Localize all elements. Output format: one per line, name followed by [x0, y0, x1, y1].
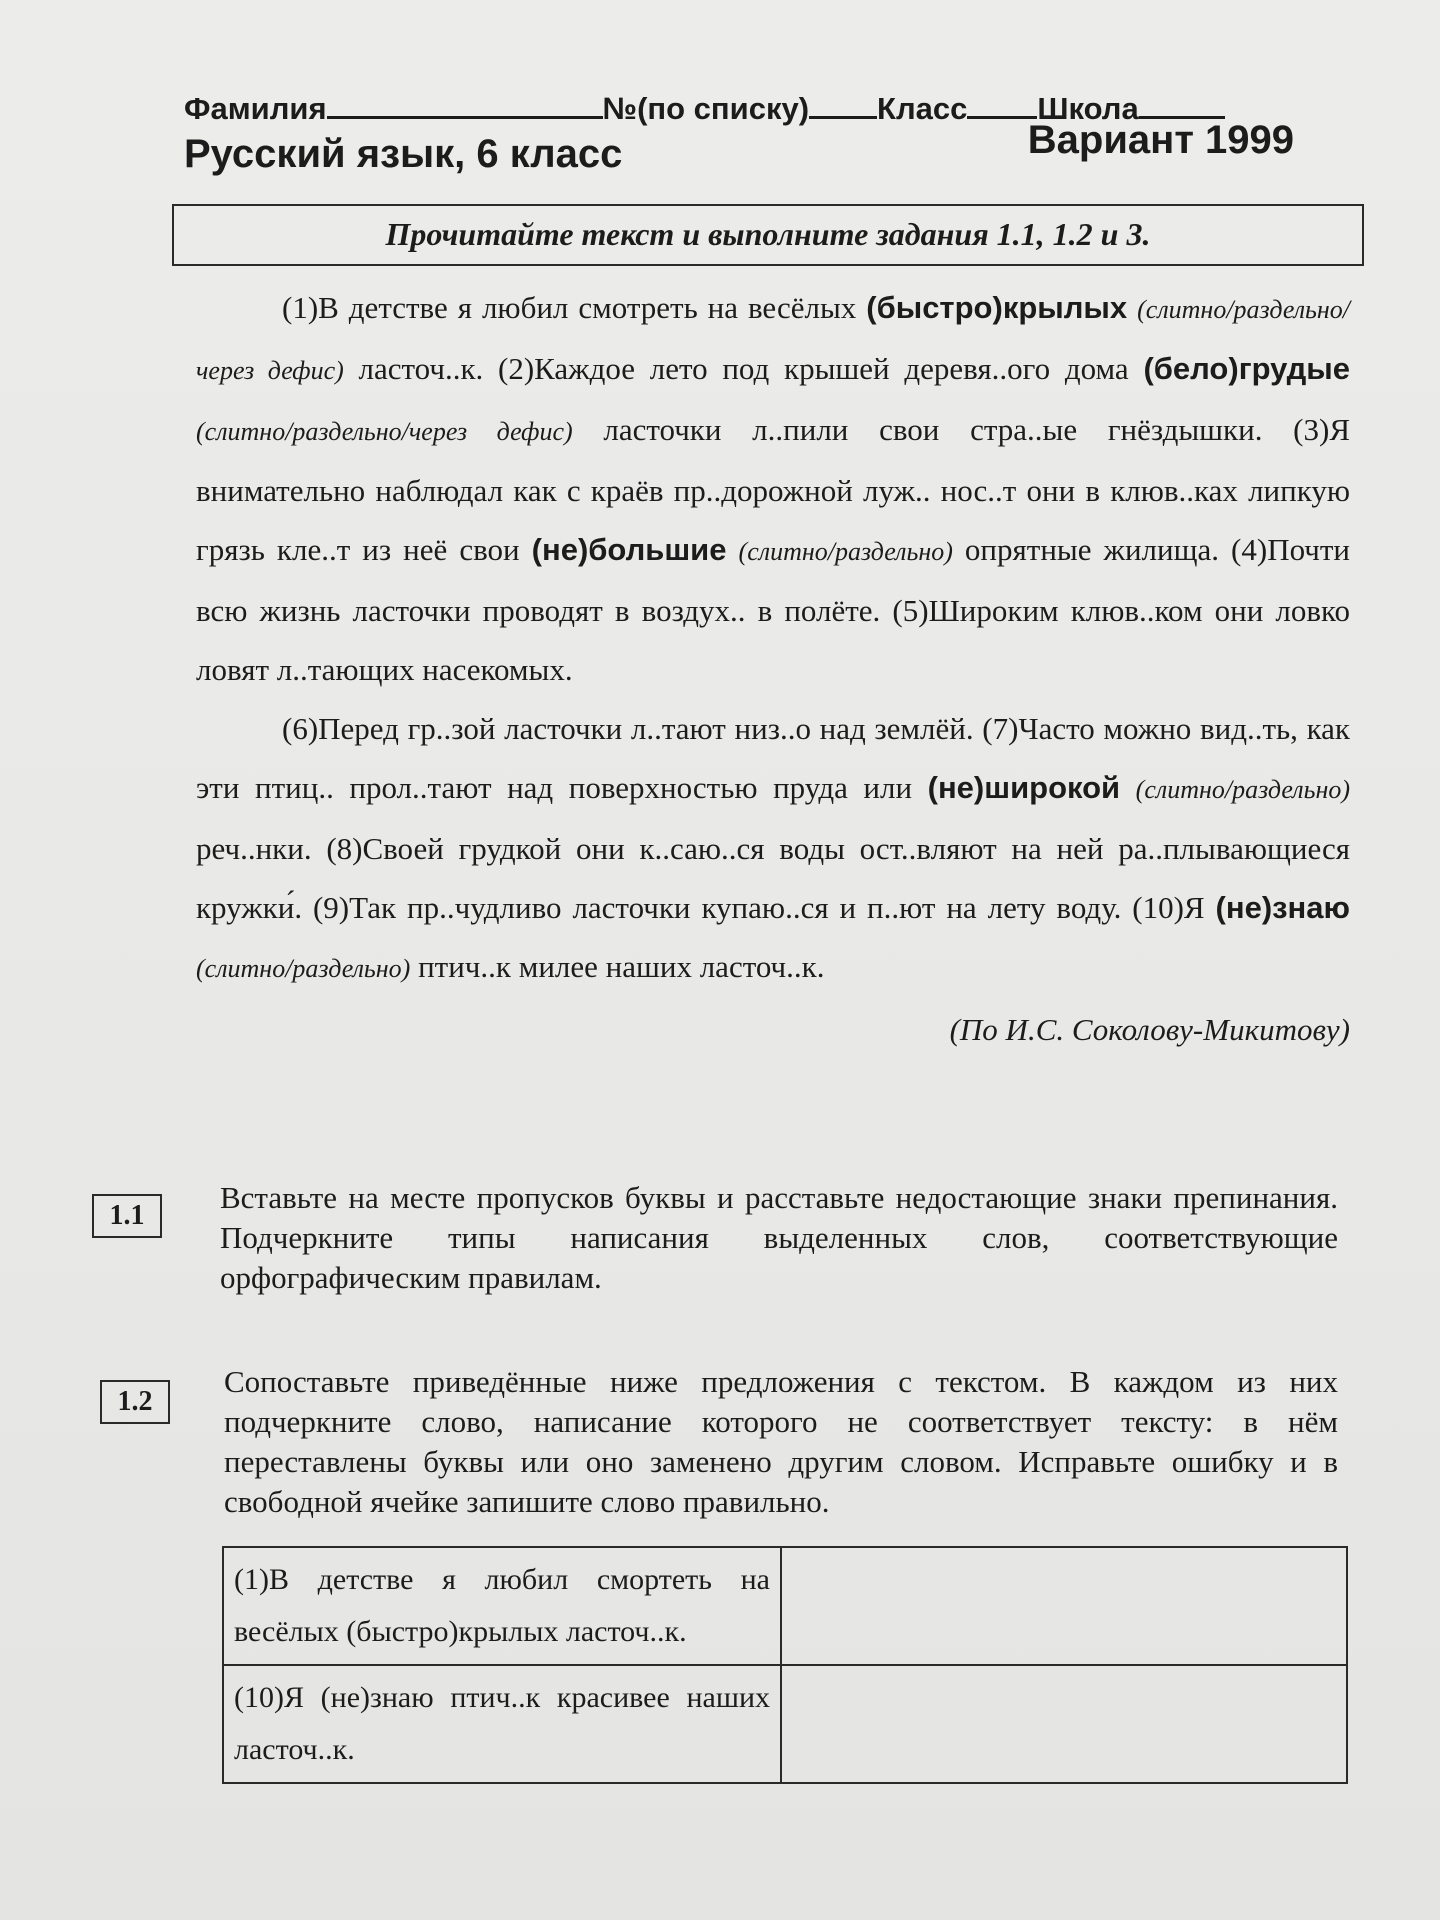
class-blank[interactable] — [967, 88, 1037, 119]
class-label: Класс — [877, 91, 968, 126]
answer-cell[interactable] — [781, 1665, 1347, 1783]
subject-title: Русский язык, 6 класс — [184, 132, 623, 176]
table-row — [223, 1665, 1347, 1783]
highlighted-word: (быстро)крылых — [866, 290, 1128, 325]
text-span: ласточ..к. (2)Каждое лето под крышей деревя..ого дома — [343, 351, 1144, 386]
task-1-1-label: 1.1 — [92, 1194, 162, 1238]
task-1-2-text: Сопоставьте приведённые ниже предложения с текстом. В каждом из них подчеркните слово, написание которого не соответствует тексту: в нём переставлены буквы или оно заменено другим словом. Исправьте ошибку и в свободной ячейке запишите слово правильно. — [224, 1364, 1338, 1519]
text-span: реч..нки. (8)Своей грудкой они к..саю..ся воды ост..вляют на ней ра..плывающиеся кружки́. (9)Так пр..чудливо ласточки купаю..ся и п..ют на лету воду. (10)Я — [196, 831, 1350, 925]
spelling-hint: (слитно/раздельно) — [196, 954, 411, 983]
surname-label: Фамилия — [184, 91, 327, 126]
spelling-hint: (слитно/раздельно/через дефис) — [196, 417, 573, 446]
text-span: (1)В детстве я любил смотреть на весёлых — [282, 290, 867, 325]
highlighted-word: (бело)грудые — [1143, 351, 1350, 386]
number-label: №(по списку) — [602, 91, 810, 126]
paragraph-1 — [196, 278, 1350, 699]
sentence-cell: (1)В детстве я любил смортеть на весёлых (быстро)крылых ласточ..к. — [223, 1547, 781, 1665]
spelling-hint: (слитно/раздельно) — [1135, 775, 1350, 804]
task-1-2-label: 1.2 — [100, 1380, 170, 1424]
text-span: птич..к милее наших ласточ..к. — [410, 949, 825, 984]
spelling-hint: (слитно/раздельно/через дефис) — [196, 295, 1351, 385]
school-label: Школа — [1037, 91, 1139, 126]
number-blank[interactable] — [809, 88, 877, 119]
text-span: опрятные жилища. (4)Почти всю жизнь ласточки проводят в воздух.. в полёте. (5)Широким клюв..ком они ловко ловят л..тающих насекомых. — [196, 532, 1351, 687]
answer-cell[interactable] — [781, 1547, 1347, 1665]
variant-title: Вариант 1999 — [1027, 118, 1294, 162]
task-1-1-text: Вставьте на месте пропусков буквы и расставьте недостающие знаки препинания. Подчеркните типы написания выделенных слов, соответствующие орфографическим правилам. — [220, 1180, 1338, 1295]
highlighted-word: (не)знаю — [1215, 890, 1350, 925]
paragraph-2 — [196, 699, 1350, 998]
highlighted-word: (не)большие — [531, 532, 727, 567]
text-span: ласточки л..пили свои стра..ые гнёздышки. (3)Я внимательно наблюдал как с краёв пр..дорожной луж.. нос..т они в клюв..ках липкую грязь кле..т из неё свои — [196, 412, 1350, 567]
highlighted-word: (не)широкой — [927, 770, 1121, 805]
school-blank[interactable] — [1139, 88, 1225, 119]
text-span: (6)Перед гр..зой ласточки л..тают низ..о над землёй. (7)Часто можно вид..ть, как эти птиц.. прол..тают над поверхностью пруда или — [196, 711, 1350, 805]
sentence-cell: (10)Я (не)знаю птич..к красивее наших ласточ..к. — [223, 1665, 781, 1783]
spelling-hint: (слитно/раздельно) — [738, 537, 953, 566]
answer-table — [222, 1546, 1348, 1784]
instruction-box: Прочитайте текст и выполните задания 1.1, 1.2 и 3. — [172, 204, 1364, 266]
author-attribution: (По И.С. Соколову-Микитову) — [949, 1012, 1350, 1047]
reading-text — [196, 278, 1350, 1059]
surname-blank[interactable] — [327, 88, 603, 119]
table-row — [223, 1547, 1347, 1665]
